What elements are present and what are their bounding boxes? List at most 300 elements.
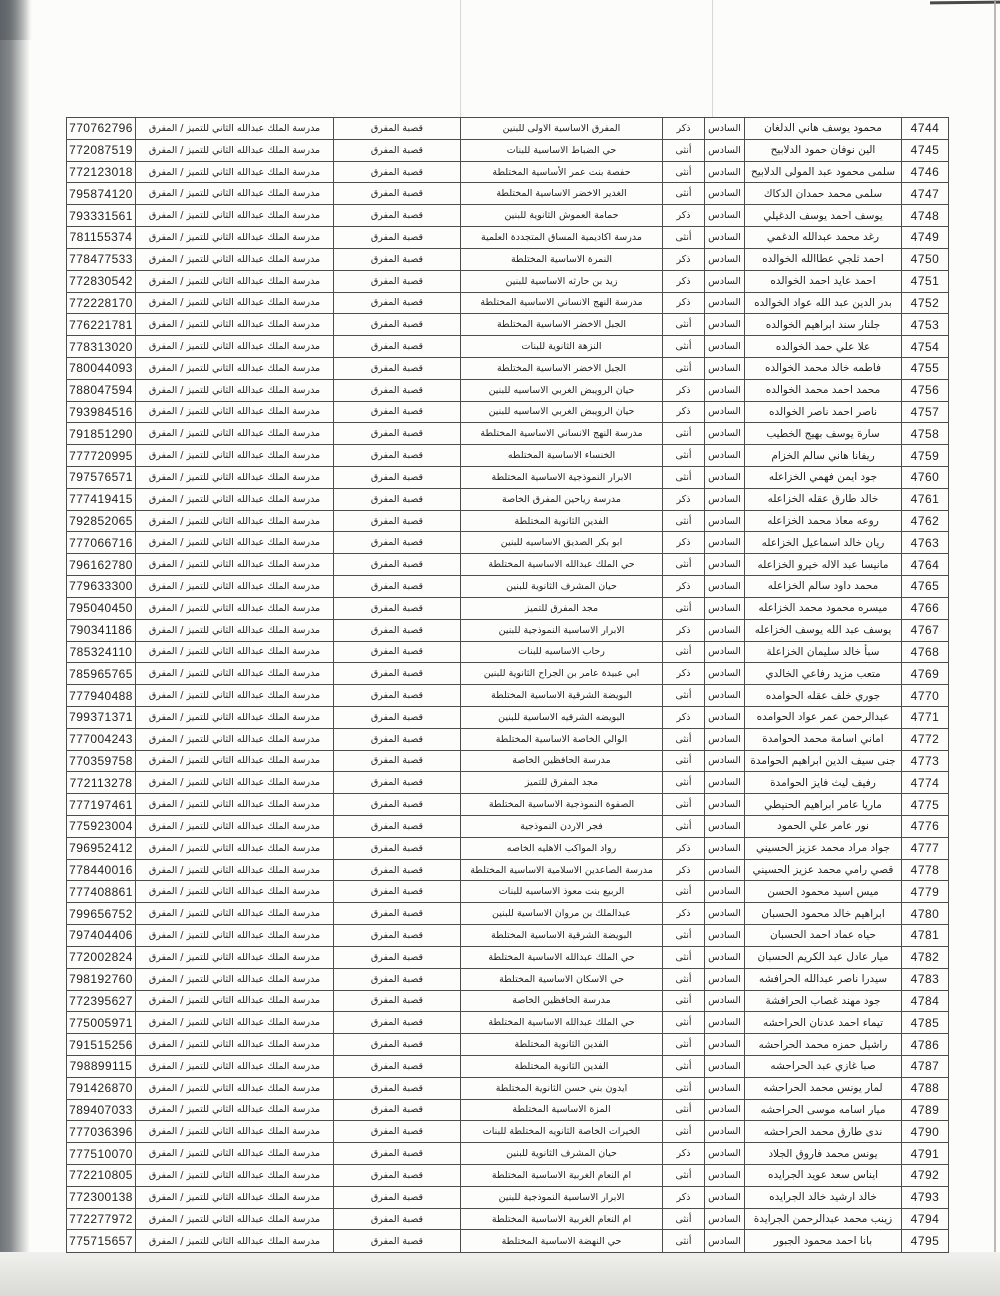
gender-cell: أنثى (663, 750, 705, 772)
gender-cell: أنثى (663, 925, 705, 947)
district-cell: قصبة المفرق (334, 423, 461, 445)
directorate-cell: مدرسة الملك عبدالله الثاني للتميز / المفرق (136, 750, 334, 772)
gender-cell: أنثى (663, 772, 705, 794)
national-id-cell: 790341186 (67, 619, 136, 641)
student-name-cell: جلنار سند ابراهيم الخوالده (745, 314, 902, 336)
directorate-cell: مدرسة الملك عبدالله الثاني للتميز / المفرق (136, 139, 334, 161)
grade-cell: السادس (705, 554, 745, 576)
district-cell: قصبة المفرق (334, 1165, 461, 1187)
serial-cell: 4752 (902, 292, 949, 314)
national-id-cell: 775923004 (67, 816, 136, 838)
school-cell: الابرار الاساسية النموذجية للبنين (461, 619, 663, 641)
serial-cell: 4749 (902, 227, 949, 249)
serial-cell: 4771 (902, 706, 949, 728)
school-cell: الابرار النموذجية الاساسية المختلطة (461, 467, 663, 489)
grade-cell: السادس (705, 859, 745, 881)
grade-cell: السادس (705, 118, 745, 140)
grade-cell: السادس (705, 728, 745, 750)
directorate-cell: مدرسة الملك عبدالله الثاني للتميز / المفرق (136, 1208, 334, 1230)
table-row (67, 248, 949, 270)
grade-cell: السادس (705, 1034, 745, 1056)
serial-cell: 4768 (902, 641, 949, 663)
serial-cell: 4787 (902, 1055, 949, 1077)
school-cell: حي الملك عبدالله الاساسية المختلطة (461, 946, 663, 968)
table-row (67, 1208, 949, 1230)
national-id-cell: 797404406 (67, 925, 136, 947)
district-cell: قصبة المفرق (334, 859, 461, 881)
directorate-cell: مدرسة الملك عبدالله الثاني للتميز / المفرق (136, 728, 334, 750)
serial-cell: 4795 (902, 1230, 949, 1253)
serial-cell: 4765 (902, 576, 949, 598)
grade-cell: السادس (705, 510, 745, 532)
grade-cell: السادس (705, 401, 745, 423)
grade-cell: السادس (705, 903, 745, 925)
scan-left-edge-shadow-top (0, 0, 34, 40)
directorate-cell: مدرسة الملك عبدالله الثاني للتميز / المفرق (136, 1143, 334, 1165)
national-id-cell: 795040450 (67, 597, 136, 619)
grade-cell: السادس (705, 663, 745, 685)
directorate-cell: مدرسة الملك عبدالله الثاني للتميز / المفرق (136, 270, 334, 292)
school-cell: ام النعام الغربية الاساسية المختلطة (461, 1165, 663, 1187)
gender-cell: أنثى (663, 990, 705, 1012)
table-row (67, 1034, 949, 1056)
serial-cell: 4784 (902, 990, 949, 1012)
school-cell: حي النهضة الاساسية المختلطة (461, 1230, 663, 1253)
gender-cell: ذكر (663, 248, 705, 270)
district-cell: قصبة المفرق (334, 1077, 461, 1099)
table-row (67, 772, 949, 794)
table-row (67, 619, 949, 641)
gender-cell: أنثى (663, 183, 705, 205)
grade-cell: السادس (705, 837, 745, 859)
grade-cell: السادس (705, 619, 745, 641)
directorate-cell: مدرسة الملك عبدالله الثاني للتميز / المفرق (136, 859, 334, 881)
directorate-cell: مدرسة الملك عبدالله الثاني للتميز / المفرق (136, 248, 334, 270)
gender-cell: ذكر (663, 859, 705, 881)
table-row (67, 837, 949, 859)
grade-cell: السادس (705, 1077, 745, 1099)
school-cell: الجبل الاخضر الاساسية المختلطة (461, 314, 663, 336)
grade-cell: السادس (705, 532, 745, 554)
student-name-cell: روعه معاذ محمد الخزاعله (745, 510, 902, 532)
gender-cell: ذكر (663, 1143, 705, 1165)
grade-cell: السادس (705, 161, 745, 183)
table-row (67, 183, 949, 205)
table-row (67, 597, 949, 619)
serial-cell: 4767 (902, 619, 949, 641)
student-name-cell: الين نوفان حمود الدلابيح (745, 139, 902, 161)
grade-cell: السادس (705, 641, 745, 663)
serial-cell: 4776 (902, 816, 949, 838)
table-row (67, 1143, 949, 1165)
table-row (67, 379, 949, 401)
district-cell: قصبة المفرق (334, 1230, 461, 1253)
serial-cell: 4758 (902, 423, 949, 445)
directorate-cell: مدرسة الملك عبدالله الثاني للتميز / المفرق (136, 576, 334, 598)
national-id-cell: 776221781 (67, 314, 136, 336)
directorate-cell: مدرسة الملك عبدالله الثاني للتميز / المفرق (136, 205, 334, 227)
grade-cell: السادس (705, 1121, 745, 1143)
student-name-cell: فاطمه خالد محمد الخوالده (745, 357, 902, 379)
school-cell: الغدير الاخضر الاساسية المختلطة (461, 183, 663, 205)
student-name-cell: ايناس سعد عويد الجرايده (745, 1165, 902, 1187)
gender-cell: أنثى (663, 968, 705, 990)
serial-cell: 4764 (902, 554, 949, 576)
district-cell: قصبة المفرق (334, 314, 461, 336)
serial-cell: 4770 (902, 685, 949, 707)
grade-cell: السادس (705, 576, 745, 598)
serial-cell: 4789 (902, 1099, 949, 1121)
school-cell: ام النعام الغربية الاساسية المختلطة (461, 1208, 663, 1230)
national-id-cell: 778477533 (67, 248, 136, 270)
school-cell: المزة الاساسية المختلطة (461, 1099, 663, 1121)
district-cell: قصبة المفرق (334, 772, 461, 794)
national-id-cell: 788047594 (67, 379, 136, 401)
school-cell: الابرار الاساسية النموذجية للبنين (461, 1186, 663, 1208)
grade-cell: السادس (705, 357, 745, 379)
students-roster (66, 117, 948, 1253)
school-cell: الفدين الثانوية المختلطة (461, 510, 663, 532)
serial-cell: 4746 (902, 161, 949, 183)
paper-fold-line (460, 0, 461, 117)
district-cell: قصبة المفرق (334, 357, 461, 379)
national-id-cell: 781155374 (67, 227, 136, 249)
students-table-body (67, 118, 949, 1253)
table-row (67, 423, 949, 445)
district-cell: قصبة المفرق (334, 292, 461, 314)
student-name-cell: صبا غازي عبد الحراحشه (745, 1055, 902, 1077)
directorate-cell: مدرسة الملك عبدالله الثاني للتميز / المفرق (136, 161, 334, 183)
directorate-cell: مدرسة الملك عبدالله الثاني للتميز / المفرق (136, 968, 334, 990)
directorate-cell: مدرسة الملك عبدالله الثاني للتميز / المفرق (136, 554, 334, 576)
grade-cell: السادس (705, 488, 745, 510)
gender-cell: أنثى (663, 728, 705, 750)
national-id-cell: 772300138 (67, 1186, 136, 1208)
district-cell: قصبة المفرق (334, 139, 461, 161)
national-id-cell: 797576571 (67, 467, 136, 489)
table-row (67, 859, 949, 881)
table-row (67, 161, 949, 183)
district-cell: قصبة المفرق (334, 837, 461, 859)
student-name-cell: سارة يوسف بهيج الخطيب (745, 423, 902, 445)
district-cell: قصبة المفرق (334, 467, 461, 489)
school-cell: الفدين الثانوية المختلطة (461, 1034, 663, 1056)
gender-cell: ذكر (663, 532, 705, 554)
student-name-cell: ميس اسيد محمود الحسن (745, 881, 902, 903)
district-cell: قصبة المفرق (334, 750, 461, 772)
gender-cell: أنثى (663, 641, 705, 663)
directorate-cell: مدرسة الملك عبدالله الثاني للتميز / المفرق (136, 794, 334, 816)
national-id-cell: 791426870 (67, 1077, 136, 1099)
table-row (67, 881, 949, 903)
gender-cell: أنثى (663, 139, 705, 161)
table-row (67, 532, 949, 554)
school-cell: حفصة بنت عمر الأساسية المختلطة (461, 161, 663, 183)
directorate-cell: مدرسة الملك عبدالله الثاني للتميز / المفرق (136, 663, 334, 685)
student-name-cell: ناصر احمد ناصر الخوالده (745, 401, 902, 423)
student-name-cell: ميار اسامه موسى الحراحشه (745, 1099, 902, 1121)
table-row (67, 1055, 949, 1077)
grade-cell: السادس (705, 336, 745, 358)
grade-cell: السادس (705, 139, 745, 161)
district-cell: قصبة المفرق (334, 1186, 461, 1208)
school-cell: البويضة الشرقية الاساسية المختلطة (461, 925, 663, 947)
gender-cell: أنثى (663, 314, 705, 336)
directorate-cell: مدرسة الملك عبدالله الثاني للتميز / المفرق (136, 314, 334, 336)
serial-cell: 4773 (902, 750, 949, 772)
district-cell: قصبة المفرق (334, 183, 461, 205)
directorate-cell: مدرسة الملك عبدالله الثاني للتميز / المفرق (136, 1099, 334, 1121)
school-cell: الربيع بنت معوذ الاساسيه للبنات (461, 881, 663, 903)
grade-cell: السادس (705, 1208, 745, 1230)
national-id-cell: 770359758 (67, 750, 136, 772)
gender-cell: أنثى (663, 1012, 705, 1034)
gender-cell: ذكر (663, 488, 705, 510)
table-row (67, 816, 949, 838)
student-name-cell: احمد ثلجي عطاالله الخوالده (745, 248, 902, 270)
district-cell: قصبة المفرق (334, 510, 461, 532)
table-row (67, 510, 949, 532)
school-cell: الجبل الاخضر الاساسية المختلطة (461, 357, 663, 379)
national-id-cell: 785324110 (67, 641, 136, 663)
district-cell: قصبة المفرق (334, 816, 461, 838)
grade-cell: السادس (705, 925, 745, 947)
national-id-cell: 789407033 (67, 1099, 136, 1121)
table-row (67, 336, 949, 358)
national-id-cell: 772087519 (67, 139, 136, 161)
school-cell: حي الاسكان الاساسية المختلطة (461, 968, 663, 990)
student-name-cell: رغد محمد عبدالله الدغمي (745, 227, 902, 249)
district-cell: قصبة المفرق (334, 1012, 461, 1034)
national-id-cell: 770762796 (67, 118, 136, 140)
serial-cell: 4759 (902, 445, 949, 467)
grade-cell: السادس (705, 1165, 745, 1187)
gender-cell: أنثى (663, 1121, 705, 1143)
school-cell: حيان الرويبض الغربي الاساسيه للبنين (461, 379, 663, 401)
serial-cell: 4748 (902, 205, 949, 227)
national-id-cell: 778313020 (67, 336, 136, 358)
district-cell: قصبة المفرق (334, 597, 461, 619)
directorate-cell: مدرسة الملك عبدالله الثاني للتميز / المفرق (136, 946, 334, 968)
national-id-cell: 772210805 (67, 1165, 136, 1187)
serial-cell: 4775 (902, 794, 949, 816)
directorate-cell: مدرسة الملك عبدالله الثاني للتميز / المفرق (136, 423, 334, 445)
national-id-cell: 777197461 (67, 794, 136, 816)
school-cell: مدرسة اكاديمية المساق المتجددة العلمية (461, 227, 663, 249)
grade-cell: السادس (705, 423, 745, 445)
directorate-cell: مدرسة الملك عبدالله الثاني للتميز / المفرق (136, 685, 334, 707)
student-name-cell: متعب مزيد رفاعي الخالدي (745, 663, 902, 685)
grade-cell: السادس (705, 314, 745, 336)
district-cell: قصبة المفرق (334, 794, 461, 816)
gender-cell: أنثى (663, 816, 705, 838)
gender-cell: أنثى (663, 1165, 705, 1187)
grade-cell: السادس (705, 270, 745, 292)
serial-cell: 4786 (902, 1034, 949, 1056)
school-cell: زيد بن حارثه الاساسية للبنين (461, 270, 663, 292)
directorate-cell: مدرسة الملك عبدالله الثاني للتميز / المفرق (136, 379, 334, 401)
student-name-cell: راشيل حمزه محمد الحراحشه (745, 1034, 902, 1056)
gender-cell: ذكر (663, 401, 705, 423)
gender-cell: أنثى (663, 554, 705, 576)
gender-cell: أنثى (663, 794, 705, 816)
scan-left-edge-shadow (0, 0, 30, 1256)
student-name-cell: احمد عايد احمد الخوالده (745, 270, 902, 292)
district-cell: قصبة المفرق (334, 1208, 461, 1230)
district-cell: قصبة المفرق (334, 379, 461, 401)
student-name-cell: محمد احمد محمد الخوالده (745, 379, 902, 401)
serial-cell: 4793 (902, 1186, 949, 1208)
table-row (67, 706, 949, 728)
serial-cell: 4755 (902, 357, 949, 379)
student-name-cell: جوري خلف عقله الحوامده (745, 685, 902, 707)
district-cell: قصبة المفرق (334, 554, 461, 576)
serial-cell: 4762 (902, 510, 949, 532)
school-cell: مدرسة النهج الانساني الاساسية المختلطة (461, 292, 663, 314)
student-name-cell: سبأ خالد سليمان الخزاعلة (745, 641, 902, 663)
district-cell: قصبة المفرق (334, 968, 461, 990)
national-id-cell: 791851290 (67, 423, 136, 445)
school-cell: حي الملك عبدالله الاساسية المختلطة (461, 554, 663, 576)
directorate-cell: مدرسة الملك عبدالله الثاني للتميز / المفرق (136, 1077, 334, 1099)
directorate-cell: مدرسة الملك عبدالله الثاني للتميز / المفرق (136, 488, 334, 510)
school-cell: ايدون بني حسن الثانوية المختلطة (461, 1077, 663, 1099)
district-cell: قصبة المفرق (334, 1034, 461, 1056)
grade-cell: السادس (705, 1186, 745, 1208)
national-id-cell: 772395627 (67, 990, 136, 1012)
district-cell: قصبة المفرق (334, 925, 461, 947)
directorate-cell: مدرسة الملك عبدالله الثاني للتميز / المفرق (136, 1230, 334, 1253)
serial-cell: 4745 (902, 139, 949, 161)
serial-cell: 4744 (902, 118, 949, 140)
district-cell: قصبة المفرق (334, 576, 461, 598)
school-cell: عبدالملك بن مروان الاساسية للبنين (461, 903, 663, 925)
gender-cell: أنثى (663, 881, 705, 903)
serial-cell: 4779 (902, 881, 949, 903)
gender-cell: ذكر (663, 1186, 705, 1208)
national-id-cell: 777066716 (67, 532, 136, 554)
district-cell: قصبة المفرق (334, 990, 461, 1012)
student-name-cell: نور عامر علي الحمود (745, 816, 902, 838)
national-id-cell: 779633300 (67, 576, 136, 598)
gender-cell: ذكر (663, 903, 705, 925)
student-name-cell: جنى سيف الدين ابراهيم الحوامدة (745, 750, 902, 772)
directorate-cell: مدرسة الملك عبدالله الثاني للتميز / المفرق (136, 837, 334, 859)
table-row (67, 1012, 949, 1034)
serial-cell: 4774 (902, 772, 949, 794)
national-id-cell: 791515256 (67, 1034, 136, 1056)
student-name-cell: يوسف احمد يوسف الدغيلي (745, 205, 902, 227)
district-cell: قصبة المفرق (334, 118, 461, 140)
serial-cell: 4756 (902, 379, 949, 401)
student-name-cell: ميار عادل عبد الكريم الحسبان (745, 946, 902, 968)
serial-cell: 4757 (902, 401, 949, 423)
national-id-cell: 775005971 (67, 1012, 136, 1034)
school-cell: ابو بكر الصديق الاساسيه للبنين (461, 532, 663, 554)
national-id-cell: 772123018 (67, 161, 136, 183)
gender-cell: أنثى (663, 685, 705, 707)
student-name-cell: رفيف ليث فايز الحوامدة (745, 772, 902, 794)
student-name-cell: ابراهيم خالد محمود الحسبان (745, 903, 902, 925)
serial-cell: 4766 (902, 597, 949, 619)
directorate-cell: مدرسة الملك عبدالله الثاني للتميز / المفرق (136, 1186, 334, 1208)
directorate-cell: مدرسة الملك عبدالله الثاني للتميز / المفرق (136, 1121, 334, 1143)
grade-cell: السادس (705, 1230, 745, 1253)
district-cell: قصبة المفرق (334, 1143, 461, 1165)
directorate-cell: مدرسة الملك عبدالله الثاني للتميز / المفرق (136, 292, 334, 314)
school-cell: الفدين الثانوية المختلطة (461, 1055, 663, 1077)
student-name-cell: يوسف عبد الله يوسف الخزاعله (745, 619, 902, 641)
district-cell: قصبة المفرق (334, 1055, 461, 1077)
table-row (67, 750, 949, 772)
serial-cell: 4772 (902, 728, 949, 750)
scan-top-corner-mark (930, 1, 1000, 5)
school-cell: مدرسة الصاعدين الاسلامية الاساسية المختلطة (461, 859, 663, 881)
serial-cell: 4782 (902, 946, 949, 968)
national-id-cell: 793331561 (67, 205, 136, 227)
student-name-cell: ريفانا هاني سالم الخزام (745, 445, 902, 467)
student-name-cell: محمود يوسف هاني الدلغان (745, 118, 902, 140)
grade-cell: السادس (705, 292, 745, 314)
scan-right-edge-line (994, 0, 996, 1296)
national-id-cell: 777408861 (67, 881, 136, 903)
national-id-cell: 795874120 (67, 183, 136, 205)
gender-cell: ذكر (663, 706, 705, 728)
national-id-cell: 777419415 (67, 488, 136, 510)
table-row (67, 794, 949, 816)
directorate-cell: مدرسة الملك عبدالله الثاني للتميز / المفرق (136, 1165, 334, 1187)
student-name-cell: خالد ارشيد خالد الجرايده (745, 1186, 902, 1208)
district-cell: قصبة المفرق (334, 401, 461, 423)
school-cell: حمامة العموش الثانوية للبنين (461, 205, 663, 227)
district-cell: قصبة المفرق (334, 903, 461, 925)
national-id-cell: 796162780 (67, 554, 136, 576)
gender-cell: أنثى (663, 227, 705, 249)
directorate-cell: مدرسة الملك عبدالله الثاني للتميز / المفرق (136, 467, 334, 489)
gender-cell: أنثى (663, 357, 705, 379)
national-id-cell: 799371371 (67, 706, 136, 728)
grade-cell: السادس (705, 881, 745, 903)
gender-cell: ذكر (663, 576, 705, 598)
district-cell: قصبة المفرق (334, 1099, 461, 1121)
grade-cell: السادس (705, 794, 745, 816)
table-row (67, 1077, 949, 1099)
gender-cell: أنثى (663, 510, 705, 532)
table-row (67, 445, 949, 467)
serial-cell: 4769 (902, 663, 949, 685)
district-cell: قصبة المفرق (334, 161, 461, 183)
directorate-cell: مدرسة الملك عبدالله الثاني للتميز / المفرق (136, 597, 334, 619)
district-cell: قصبة المفرق (334, 881, 461, 903)
grade-cell: السادس (705, 597, 745, 619)
directorate-cell: مدرسة الملك عبدالله الثاني للتميز / المفرق (136, 816, 334, 838)
district-cell: قصبة المفرق (334, 205, 461, 227)
national-id-cell: 777940488 (67, 685, 136, 707)
directorate-cell: مدرسة الملك عبدالله الثاني للتميز / المفرق (136, 510, 334, 532)
school-cell: البويضة الشرقية الاساسية المختلطة (461, 685, 663, 707)
school-cell: الخيرات الخاصة الثانويه المختلطة للبنات (461, 1121, 663, 1143)
school-cell: الصفوة النموذجية الاساسية المختلطة (461, 794, 663, 816)
gender-cell: ذكر (663, 663, 705, 685)
gender-cell: ذكر (663, 205, 705, 227)
student-name-cell: سلمى محمود عبد المولى الدلابيح (745, 161, 902, 183)
gender-cell: أنثى (663, 423, 705, 445)
national-id-cell: 775715657 (67, 1230, 136, 1253)
national-id-cell: 777510070 (67, 1143, 136, 1165)
school-cell: ابي عبيدة عامر بن الجراح الثانوية للبنين (461, 663, 663, 685)
grade-cell: السادس (705, 183, 745, 205)
student-name-cell: زينب محمد عبدالرحمن الجرايدة (745, 1208, 902, 1230)
